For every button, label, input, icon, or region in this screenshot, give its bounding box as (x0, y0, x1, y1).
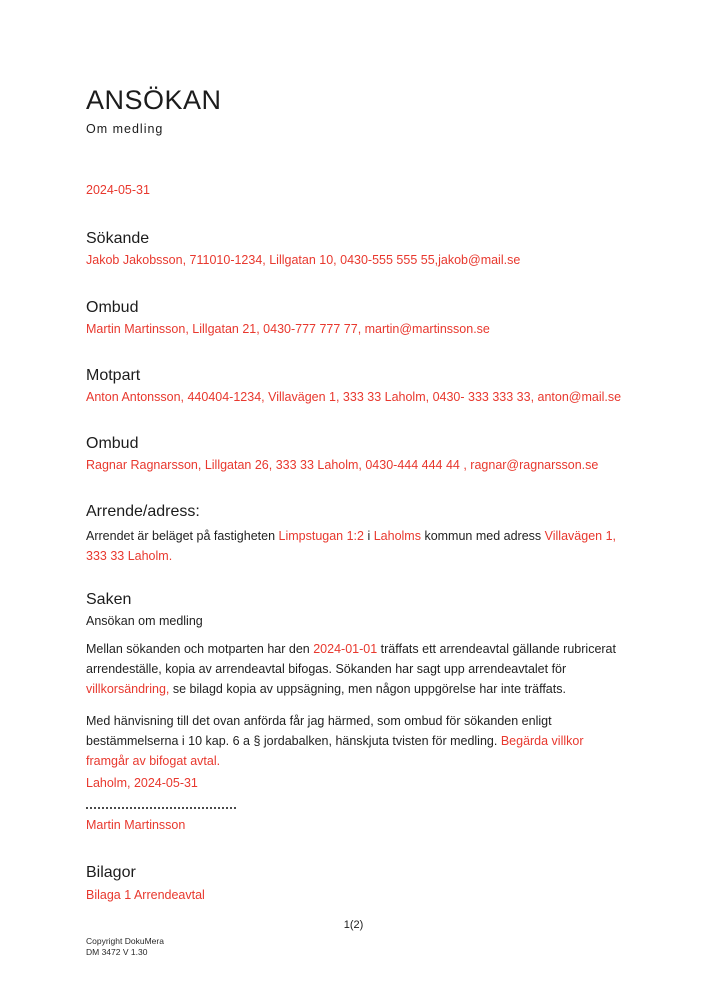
property-address: Villavägen 1, 333 33 Laholm. (86, 529, 616, 563)
section-heading-arrende-adress: Arrende/adress: (86, 503, 200, 520)
arrende-text-mid2: kommun med adress (420, 529, 545, 543)
signature-dotted-line (86, 807, 236, 809)
section-heading-sokande: Sökande (86, 230, 150, 247)
document-date: 2024-05-31 (86, 183, 150, 197)
section-heading-ombud-1: Ombud (86, 299, 139, 316)
termination-reason: villkorsändring, (86, 682, 170, 696)
place-and-date: Laholm, 2024-05-31 (86, 776, 198, 790)
counterparty-details: Anton Antonsson, 440404-1234, Villavägen 1, 333 33 Laholm, 0430- 333 333 33, anton@mail.se (86, 390, 622, 404)
para1-text-3: se bilagd kopia av uppsägning, men någon uppgörelse har inte träffats. (169, 682, 566, 696)
copyright-line-1: Copyright DokuMera (86, 936, 164, 946)
applicant-representative-details: Martin Martinsson, Lillgatan 21, 0430-777 777 77, martin@martinsson.se (86, 322, 490, 336)
property-designation: Limpstugan 1:2 (278, 529, 364, 543)
document-title: ANSÖKAN (86, 85, 222, 115)
counterparty-representative-details: Ragnar Ragnarsson, Lillgatan 26, 333 33 Laholm, 0430-444 444 44 , ragnar@ragnarsson.se (86, 458, 599, 472)
copyright-line-2: DM 3472 V 1.30 (86, 946, 148, 957)
saken-paragraph-1 (86, 639, 626, 699)
applicant-details: Jakob Jakobsson, 711010-1234, Lillgatan 10, 0430-555 555 55,jakob@mail.se (86, 253, 521, 267)
para2-text-1: Med hänvisning till det ovan anförda får jag härmed, som ombud för sökanden enligt bestämmelserna i 10 kap. 6 a § jordabalken, hänskjuta tvisten för medling. (86, 714, 552, 748)
arrende-text-mid1: i (363, 529, 374, 543)
attachment-item: Bilaga 1 Arrendeavtal (86, 888, 205, 902)
copyright-notice (86, 936, 164, 957)
section-heading-bilagor: Bilagor (86, 864, 136, 881)
arrende-paragraph (86, 526, 626, 566)
para1-text-2: träffats ett arrendeavtal gällande rubricerat arrendeställe, kopia av arrendeavtal bifogas. Sökanden har sagt upp arrendeavtalet för (86, 642, 616, 676)
section-heading-motpart: Motpart (86, 367, 141, 384)
para1-text-1: Mellan sökanden och motparten har den (86, 642, 314, 656)
agreement-date: 2024-01-01 (313, 642, 378, 656)
document-subtitle: Om medling (86, 122, 164, 136)
saken-paragraph-2 (86, 711, 626, 771)
page-number: 1(2) (343, 919, 364, 931)
municipality-name: Laholms (373, 529, 421, 543)
section-heading-ombud-2: Ombud (86, 435, 139, 452)
section-heading-saken: Saken (86, 591, 132, 608)
requested-terms: Begärda villkor framgår av bifogat avtal. (86, 734, 584, 768)
arrende-text-intro: Arrendet är beläget på fastigheten (86, 529, 279, 543)
signatory-name: Martin Martinsson (86, 818, 186, 832)
subject-line: Ansökan om medling (86, 614, 203, 628)
